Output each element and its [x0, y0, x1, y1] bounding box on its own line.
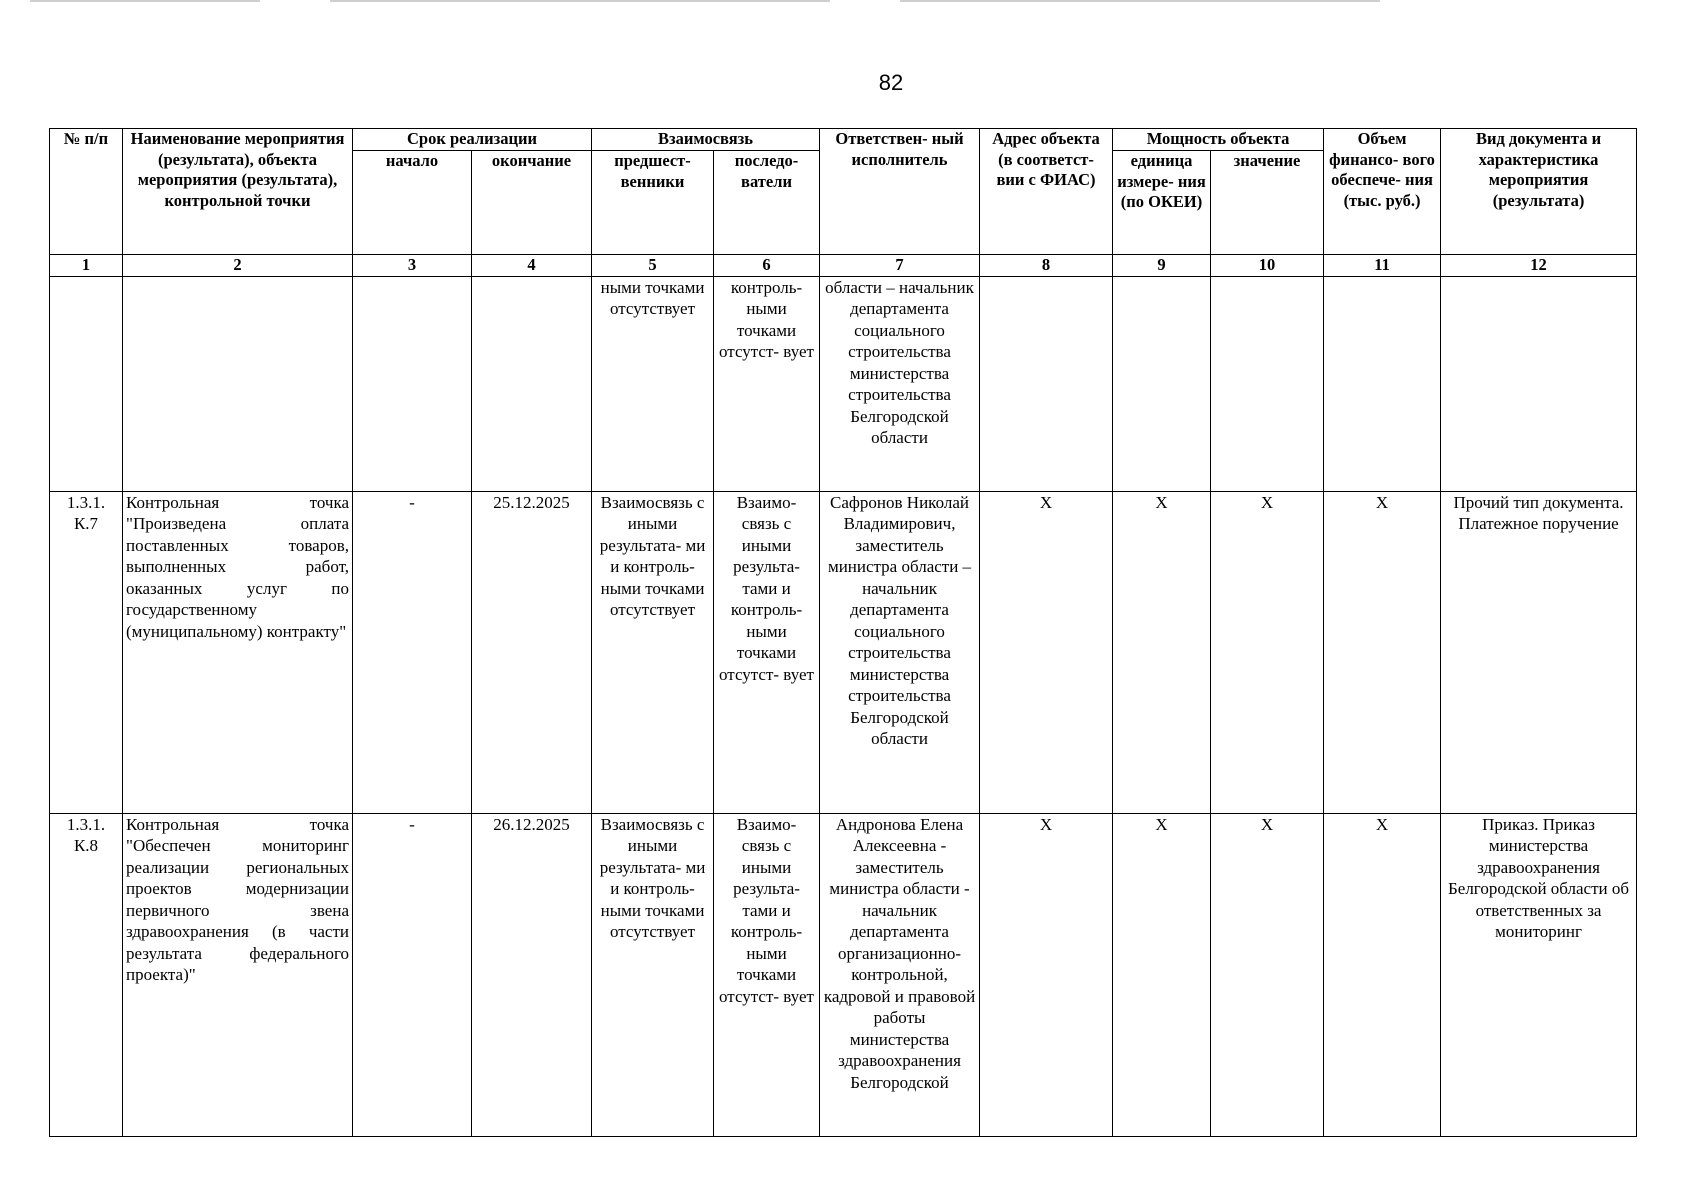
row-value	[1211, 276, 1324, 491]
row-successors: контроль- ными точками отсутст- вует	[714, 276, 820, 491]
row-end: 25.12.2025	[472, 491, 592, 813]
scan-edge-line	[330, 0, 830, 2]
header-responsible: Ответствен- ный исполнитель	[820, 129, 980, 255]
row-end	[472, 276, 592, 491]
row-unit: X	[1113, 491, 1211, 813]
header-value: значение	[1211, 151, 1324, 255]
column-number: 4	[472, 255, 592, 277]
column-number: 7	[820, 255, 980, 277]
row-name: Контрольная точка "Обеспечен мониторинг реализации региональных проектов модернизации первичного звена здравоохранения (в части результата федерального проекта)"	[123, 813, 353, 1136]
row-predecessors: ными точками отсутствует	[592, 276, 714, 491]
row-start: -	[353, 813, 472, 1136]
row-responsible: Сафронов Николай Владимирович, заместитель министра области – начальник департамента социального строительства министерства строительства Белгородской области	[820, 491, 980, 813]
row-doc: Прочий тип документа. Платежное поручение	[1441, 491, 1637, 813]
row-predecessors: Взаимосвязь с иными результата- ми и контроль- ными точками отсутствует	[592, 813, 714, 1136]
row-unit	[1113, 276, 1211, 491]
header-predecessors: предшест- венники	[592, 151, 714, 255]
scan-edge-line	[30, 0, 260, 2]
row-successors: Взаимо- связь с иными результа- тами и контроль- ными точками отсутст- вует	[714, 491, 820, 813]
column-number: 5	[592, 255, 714, 277]
row-start	[353, 276, 472, 491]
table-row	[50, 276, 1637, 491]
header-unit: единица измере- ния (по ОКЕИ)	[1113, 151, 1211, 255]
table-row	[50, 813, 1637, 1136]
row-doc	[1441, 276, 1637, 491]
header-period: Срок реализации	[353, 129, 592, 151]
header-capacity: Мощность объекта	[1113, 129, 1324, 151]
scan-edge-line	[900, 0, 1380, 2]
activities-table	[49, 128, 1637, 1137]
row-value: X	[1211, 491, 1324, 813]
row-number: 1.3.1. К.8	[50, 813, 123, 1136]
column-number: 8	[980, 255, 1113, 277]
row-successors: Взаимо- связь с иными результа- тами и контроль- ными точками отсутст- вует	[714, 813, 820, 1136]
row-address: X	[980, 491, 1113, 813]
row-start: -	[353, 491, 472, 813]
row-responsible: Андронова Елена Алексеевна - заместитель министра области - начальник департамента организационно-контрольной, кадровой и правовой работы министерства здравоохранения Белгородской	[820, 813, 980, 1136]
header-row	[50, 129, 1637, 151]
row-address	[980, 276, 1113, 491]
column-number-row	[50, 255, 1637, 277]
column-number: 1	[50, 255, 123, 277]
column-number: 6	[714, 255, 820, 277]
header-end: окончание	[472, 151, 592, 255]
column-number: 10	[1211, 255, 1324, 277]
header-address: Адрес объекта (в соответст- вии с ФИАС)	[980, 129, 1113, 255]
header-num: № п/п	[50, 129, 123, 255]
column-number: 9	[1113, 255, 1211, 277]
row-end: 26.12.2025	[472, 813, 592, 1136]
row-name: Контрольная точка "Произведена оплата поставленных товаров, выполненных работ, оказанных услуг по государственному (муниципальному) контракту"	[123, 491, 353, 813]
header-doc-type: Вид документа и характеристика мероприятия (результата)	[1441, 129, 1637, 255]
header-successors: последо- ватели	[714, 151, 820, 255]
row-address: X	[980, 813, 1113, 1136]
row-doc: Приказ. Приказ министерства здравоохранения Белгородской области об ответственных за мониторинг	[1441, 813, 1637, 1136]
header-finance: Объем финансо- вого обеспече- ния (тыс. руб.)	[1324, 129, 1441, 255]
row-finance: X	[1324, 813, 1441, 1136]
table-row	[50, 491, 1637, 813]
row-name	[123, 276, 353, 491]
row-number: 1.3.1. К.7	[50, 491, 123, 813]
column-number: 2	[123, 255, 353, 277]
row-value: X	[1211, 813, 1324, 1136]
row-predecessors: Взаимосвязь с иными результата- ми и контроль- ными точками отсутствует	[592, 491, 714, 813]
header-name: Наименование мероприятия (результата), объекта мероприятия (результата), контрольной точки	[123, 129, 353, 255]
page-number: 82	[878, 70, 904, 95]
column-number: 12	[1441, 255, 1637, 277]
row-number	[50, 276, 123, 491]
header-start: начало	[353, 151, 472, 255]
column-number: 3	[353, 255, 472, 277]
row-unit: X	[1113, 813, 1211, 1136]
row-responsible: области – начальник департамента социального строительства министерства строительства Белгородской области	[820, 276, 980, 491]
column-number: 11	[1324, 255, 1441, 277]
row-finance: X	[1324, 491, 1441, 813]
header-relation: Взаимосвязь	[592, 129, 820, 151]
row-finance	[1324, 276, 1441, 491]
